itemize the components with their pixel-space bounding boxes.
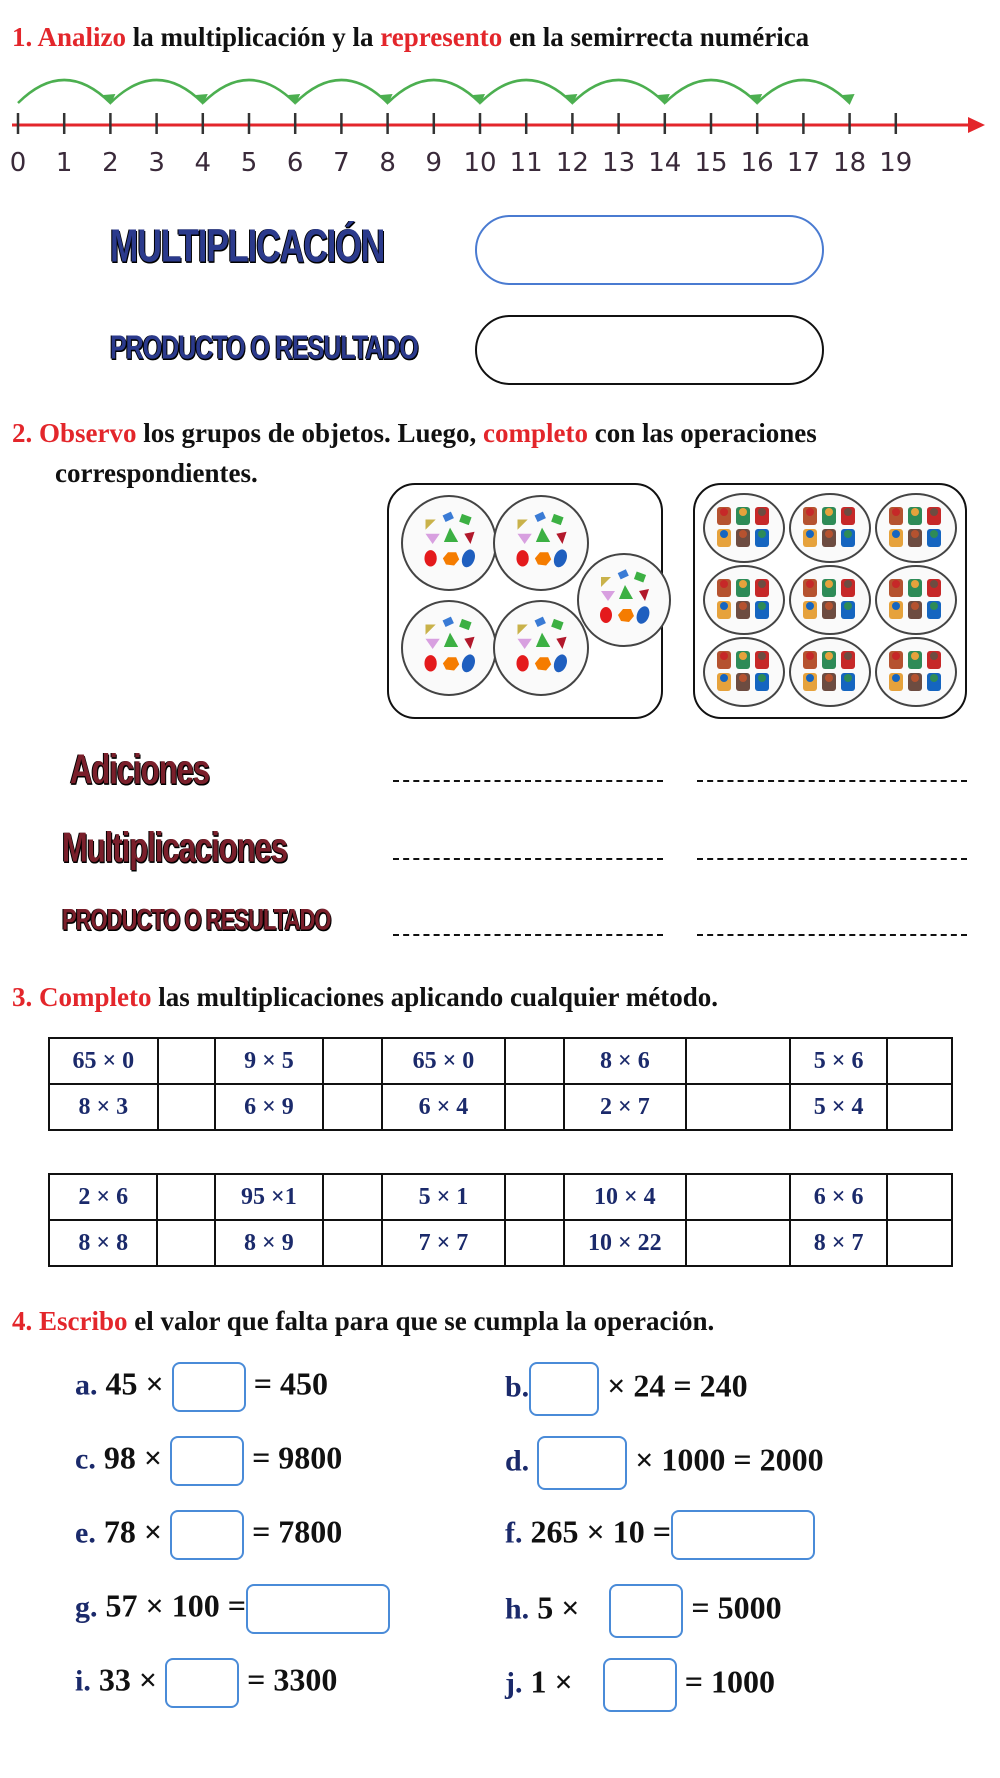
section2-text-1: los grupos de objetos. Luego, — [143, 418, 477, 448]
exercise-right: = 5000 — [691, 1589, 782, 1626]
section2-number: 2. — [12, 418, 33, 448]
table-cell-problem: 8 × 8 — [49, 1220, 157, 1266]
section1-text-1: la multiplicación y la — [132, 22, 374, 52]
exercise-right: = 9800 — [252, 1439, 343, 1476]
section4-title — [12, 1306, 714, 1337]
table-cell-answer[interactable] — [686, 1038, 790, 1084]
toys-icon — [877, 639, 955, 705]
table-cell-problem: 65 × 0 — [49, 1038, 158, 1084]
table-cell-answer[interactable] — [157, 1174, 214, 1220]
number-line-label: 2 — [102, 148, 119, 178]
multiplicacion-answer-box[interactable] — [475, 215, 824, 285]
toys-icon — [705, 639, 783, 705]
toys-icon — [791, 495, 869, 561]
toys-icon — [705, 495, 783, 561]
exercise-letter: h. — [505, 1592, 530, 1626]
exercise-right: × 24 = 240 — [607, 1367, 748, 1404]
exercise-letter: g. — [75, 1590, 98, 1624]
number-line-label: 13 — [602, 148, 636, 178]
table-cell-answer[interactable] — [887, 1038, 952, 1084]
table-cell-problem: 10 × 22 — [564, 1220, 686, 1266]
shapes-icon — [495, 497, 587, 589]
exercise-letter: b. — [505, 1370, 530, 1404]
exercise-c-blank[interactable] — [170, 1436, 244, 1486]
toys-icon — [877, 495, 955, 561]
exercise-letter: d. — [505, 1444, 530, 1478]
exercise-letter: f. — [505, 1516, 523, 1550]
section1-keyword-2: represento — [380, 22, 503, 52]
table-cell-problem: 10 × 4 — [564, 1174, 686, 1220]
number-line-jump — [388, 80, 480, 103]
exercise-a — [75, 1362, 328, 1412]
exercise-g — [75, 1584, 390, 1634]
producto-label: PRODUCTO O RESULTADO — [110, 328, 418, 367]
multiplicaciones-answer-line-2[interactable] — [697, 858, 967, 860]
toy-group-circle — [875, 637, 957, 707]
exercise-right: = 7800 — [252, 1513, 343, 1550]
number-line-jump — [757, 80, 849, 103]
section3-text: las multiplicaciones aplicando cualquier método. — [158, 982, 719, 1012]
table-cell-problem: 8 × 3 — [49, 1084, 158, 1130]
group-b-panel — [693, 483, 967, 719]
exercise-left: 5 × — [537, 1589, 580, 1626]
number-line-label: 5 — [240, 148, 258, 178]
table-cell-answer[interactable] — [887, 1084, 952, 1130]
number-line-label: 3 — [148, 148, 165, 178]
table-cell-answer[interactable] — [505, 1038, 564, 1084]
section4-keyword: Escribo — [39, 1306, 128, 1336]
number-line-label: 17 — [786, 148, 820, 178]
toy-group-circle — [703, 565, 785, 635]
producto-answer-line-1[interactable] — [393, 934, 663, 936]
shapes-icon — [495, 602, 587, 694]
exercise-d-blank[interactable] — [537, 1436, 627, 1490]
table-row — [49, 1174, 952, 1220]
table-cell-problem: 5 × 4 — [790, 1084, 887, 1130]
toys-icon — [877, 567, 955, 633]
adiciones-label: Adiciones — [70, 745, 210, 793]
table-cell-answer[interactable] — [323, 1084, 382, 1130]
exercise-f-blank[interactable] — [671, 1510, 815, 1560]
toy-group-circle — [789, 637, 871, 707]
section2-keyword-1: Observo — [39, 418, 137, 448]
number-line-label: 18 — [833, 148, 867, 178]
number-line-label: 19 — [879, 148, 913, 178]
number-line-label: 7 — [333, 148, 350, 178]
exercise-b — [505, 1362, 748, 1416]
toy-group-circle — [875, 493, 957, 563]
table-cell-problem: 2 × 6 — [49, 1174, 157, 1220]
table-cell-answer[interactable] — [505, 1220, 564, 1266]
table-cell-problem: 7 × 7 — [382, 1220, 504, 1266]
number-line-jump — [572, 80, 664, 103]
exercise-letter: j. — [505, 1666, 523, 1700]
exercise-left: 45 × — [105, 1365, 164, 1402]
toy-group-circle — [789, 565, 871, 635]
object-group-circle — [493, 495, 589, 591]
toy-group-circle — [789, 493, 871, 563]
exercise-letter: e. — [75, 1516, 96, 1550]
exercise-c — [75, 1436, 342, 1486]
table-cell-answer[interactable] — [505, 1174, 564, 1220]
number-line — [0, 60, 1000, 140]
number-line-label: 8 — [379, 148, 396, 178]
number-line-label: 1 — [55, 148, 73, 178]
group-a-panel — [387, 483, 663, 719]
table-cell-answer[interactable] — [323, 1220, 382, 1266]
table-cell-problem: 8 × 7 — [790, 1220, 887, 1266]
number-line-label: 16 — [740, 148, 774, 178]
section2-text-2: con las operaciones — [594, 418, 817, 448]
number-line-label: 0 — [9, 148, 27, 178]
table-cell-problem: 5 × 1 — [382, 1174, 504, 1220]
table-cell-problem: 9 × 5 — [215, 1038, 323, 1084]
number-line-labels — [0, 148, 1000, 184]
number-line-label: 15 — [694, 148, 728, 178]
producto-resultado-label: PRODUCTO O RESULTADO — [62, 902, 331, 937]
section1-number: 1. — [12, 22, 33, 52]
object-group-circle — [577, 553, 671, 647]
number-line-label: 14 — [648, 148, 682, 178]
multiplication-table-1 — [48, 1037, 953, 1131]
exercise-g-blank[interactable] — [246, 1584, 390, 1634]
table-cell-answer[interactable] — [686, 1174, 790, 1220]
toys-icon — [705, 567, 783, 633]
toys-icon — [791, 567, 869, 633]
number-line-label: 10 — [463, 148, 497, 178]
object-group-circle — [401, 600, 497, 696]
number-line-jump — [295, 80, 387, 103]
exercise-b-blank[interactable] — [529, 1362, 599, 1416]
number-line-label: 6 — [286, 148, 304, 178]
table-cell-answer[interactable] — [323, 1038, 382, 1084]
section3-title — [12, 982, 718, 1013]
table-cell-problem: 6 × 9 — [215, 1084, 323, 1130]
exercise-right: × 1000 = 2000 — [635, 1441, 824, 1478]
producto-answer-line-2[interactable] — [697, 934, 967, 936]
exercise-d — [505, 1436, 824, 1490]
adiciones-answer-line-2[interactable] — [697, 780, 967, 782]
toys-icon — [791, 639, 869, 705]
table-cell-answer[interactable] — [157, 1220, 214, 1266]
exercise-left: 33 × — [98, 1661, 158, 1698]
table-cell-answer[interactable] — [505, 1084, 564, 1130]
table-cell-problem: 6 × 4 — [382, 1084, 504, 1130]
exercise-j-blank[interactable] — [603, 1658, 677, 1712]
section1-text-2: en la semirrecta numérica — [509, 22, 810, 52]
table-cell-answer[interactable] — [686, 1084, 790, 1130]
number-line-jumps — [18, 80, 855, 105]
section3-keyword: Completo — [39, 982, 152, 1012]
exercise-letter: i. — [75, 1664, 91, 1698]
exercise-i-blank[interactable] — [165, 1658, 239, 1708]
number-line-label: 9 — [425, 148, 443, 178]
exercise-right: = 450 — [253, 1365, 328, 1402]
section3-number: 3. — [12, 982, 33, 1012]
number-line-jump — [110, 80, 202, 103]
table-cell-problem: 8 × 6 — [564, 1038, 686, 1084]
section1-keyword-1: Analizo — [37, 22, 127, 52]
section4-text: el valor que falta para que se cumpla la operación. — [134, 1306, 715, 1336]
table-cell-answer[interactable] — [887, 1174, 952, 1220]
producto-answer-box[interactable] — [475, 315, 824, 385]
exercise-left: 78 × — [103, 1513, 163, 1550]
exercise-j — [505, 1658, 775, 1712]
table-cell-answer[interactable] — [323, 1174, 382, 1220]
exercise-left: 57 × 100 = — [105, 1587, 246, 1624]
table-cell-problem: 8 × 9 — [215, 1220, 324, 1266]
number-line-jump — [665, 80, 757, 103]
table-row — [49, 1220, 952, 1266]
section2-title-line2: correspondientes. — [55, 458, 258, 488]
multiplicacion-label: MULTIPLICACIÓN — [110, 221, 385, 273]
exercise-left: 265 × 10 = — [530, 1513, 671, 1550]
table-cell-answer[interactable] — [887, 1220, 952, 1266]
exercise-i — [75, 1658, 337, 1708]
exercise-h — [505, 1584, 782, 1638]
table-cell-answer[interactable] — [158, 1038, 215, 1084]
exercise-e-blank[interactable] — [170, 1510, 244, 1560]
number-line-jump — [480, 80, 572, 103]
multiplication-table-2 — [48, 1173, 953, 1267]
table-cell-problem: 6 × 6 — [790, 1174, 887, 1220]
exercise-right: = 1000 — [684, 1663, 775, 1700]
table-cell-problem: 5 × 6 — [790, 1038, 887, 1084]
section1-title — [12, 22, 809, 53]
number-line-jump — [18, 80, 110, 103]
exercise-letter: a. — [75, 1368, 98, 1402]
shapes-icon — [403, 602, 495, 694]
section4-number: 4. — [12, 1306, 33, 1336]
section2-title — [12, 418, 817, 449]
number-line-label: 4 — [194, 148, 212, 178]
number-line-label: 12 — [555, 148, 589, 178]
toy-group-circle — [703, 493, 785, 563]
toy-group-circle — [875, 565, 957, 635]
multiplicaciones-answer-line-1[interactable] — [393, 858, 663, 860]
multiplicaciones-label: Multiplicaciones — [62, 823, 288, 871]
object-group-circle — [493, 600, 589, 696]
table-cell-problem: 95 ×1 — [215, 1174, 324, 1220]
toy-group-circle — [703, 637, 785, 707]
exercise-f — [505, 1510, 815, 1560]
table-cell-problem: 2 × 7 — [564, 1084, 686, 1130]
shapes-icon — [579, 555, 669, 645]
table-cell-problem: 65 × 0 — [382, 1038, 504, 1084]
number-line-label: 11 — [509, 148, 543, 178]
table-row — [49, 1038, 952, 1084]
table-cell-answer[interactable] — [158, 1084, 215, 1130]
number-line-jump — [203, 80, 295, 103]
exercise-letter: c. — [75, 1442, 96, 1476]
exercise-e — [75, 1510, 342, 1560]
table-row — [49, 1084, 952, 1130]
exercise-h-blank[interactable] — [609, 1584, 683, 1638]
exercise-left: 1 × — [530, 1663, 573, 1700]
number-line-arrow — [968, 117, 985, 133]
exercise-a-blank[interactable] — [172, 1362, 246, 1412]
exercise-right: = 3300 — [247, 1661, 338, 1698]
shapes-icon — [403, 497, 495, 589]
section2-keyword-2: completo — [483, 418, 588, 448]
exercise-left: 98 × — [103, 1439, 163, 1476]
adiciones-answer-line-1[interactable] — [393, 780, 663, 782]
table-cell-answer[interactable] — [686, 1220, 790, 1266]
object-group-circle — [401, 495, 497, 591]
